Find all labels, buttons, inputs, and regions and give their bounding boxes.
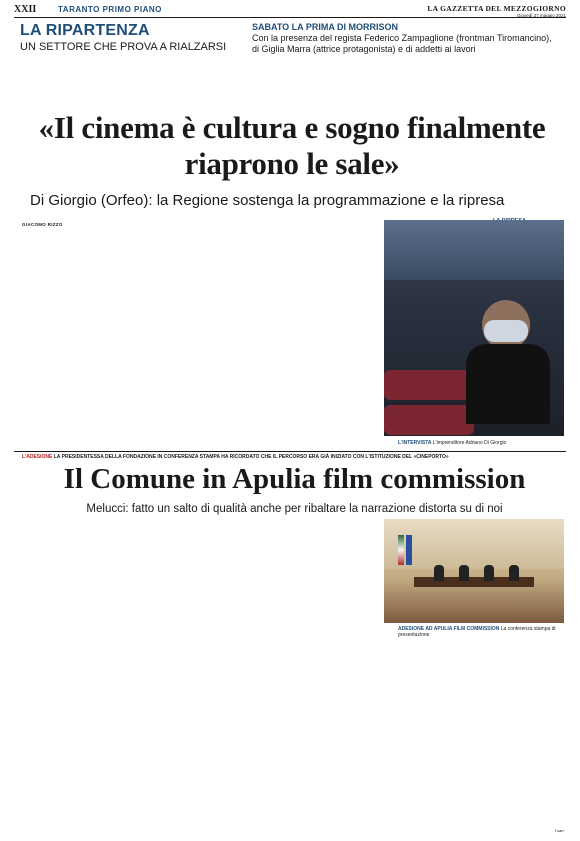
- story1-column-1: [22, 230, 92, 622]
- flag: [406, 535, 412, 565]
- photo1-caption-label: L'INTERVISTA: [398, 440, 432, 446]
- story1-kicker-sub: UN SETTORE CHE PROVA A RIALZARSI: [20, 41, 227, 53]
- photo2-caption-text: La conferenza stampa di presentazione: [398, 626, 556, 638]
- page-header: [14, 4, 566, 18]
- interview-photo: [384, 220, 564, 436]
- story2-column-4: [384, 634, 444, 829]
- page-number: XXII: [14, 4, 37, 15]
- face-mask: [484, 320, 528, 342]
- story1-headline: «Il cinema è cultura e sogno finalmente riaprono le sale»: [38, 110, 546, 181]
- story1-column-4: [247, 230, 317, 442]
- story2-kicker-label: L'ADESIONE: [22, 454, 53, 460]
- photo-credit: f.sarr: [554, 828, 564, 833]
- photo1-caption-text: L'imprenditore Adriano Di Giorgio: [432, 440, 507, 446]
- story2-column-6: [514, 634, 564, 829]
- paper-date: Giovedì 27 maggio 2021: [516, 13, 566, 18]
- photo1-caption: [398, 440, 506, 446]
- person-body: [466, 344, 550, 424]
- paper-name: LA GAZZETTA DEL MEZZOGIORNO: [427, 4, 566, 13]
- story2-column-1: [172, 519, 242, 829]
- pull-box-title: SABATO LA PRIMA DI MORRISON: [252, 22, 398, 32]
- story2-subhead: Melucci: fatto un salto di qualità anche per ribaltare la narrazione distorta su di noi: [86, 503, 503, 515]
- story-divider: [14, 451, 566, 452]
- speaker: [484, 565, 494, 581]
- section-name: TARANTO PRIMO PIANO: [58, 5, 162, 14]
- story1-subhead: Di Giorgio (Orfeo): la Regione sostenga la programmazione e la ripresa: [30, 192, 505, 209]
- cinema-seat: [384, 370, 474, 400]
- speaker: [434, 565, 444, 581]
- story2-column-5: [449, 634, 509, 829]
- story2-headline: Il Comune in Apulia film commission: [63, 463, 526, 495]
- story1-kicker: LA RIPARTENZA: [20, 22, 150, 39]
- story2-column-2: [247, 519, 317, 829]
- story1-column-5: [322, 230, 380, 442]
- story2-column-3: [322, 519, 380, 829]
- cinema-seat: [384, 405, 474, 435]
- speaker: [459, 565, 469, 581]
- story1-column-3: [172, 230, 242, 442]
- speaker: [509, 565, 519, 581]
- cinema-screen: [384, 220, 564, 280]
- story1-column-2: [97, 230, 167, 442]
- press-conference-photo: [384, 519, 564, 623]
- story2-kicker-text: LA PRESIDENTESSA DELLA FONDAZIONE IN CONFERENZA STAMPA HA RICORDATO CHE IL PERCORSO ERA GIÀ INIZIATO CON L'ISTITUZIONE DEL «CINEPORTO»: [53, 454, 449, 460]
- photo2-caption: [398, 626, 580, 638]
- flag: [398, 535, 404, 565]
- photo2-caption-label: ADESIONE AD APULIA FILM COMMISSION: [398, 626, 500, 632]
- story1-byline: GIACOMO RIZZO: [22, 222, 63, 227]
- pull-box-text: Con la presenza del regista Federico Zampaglione (frontman Tiromancino), di Giglia Marra (attrice protagonista) e di addetti ai lavori: [252, 33, 552, 54]
- story2-kicker: [22, 454, 449, 460]
